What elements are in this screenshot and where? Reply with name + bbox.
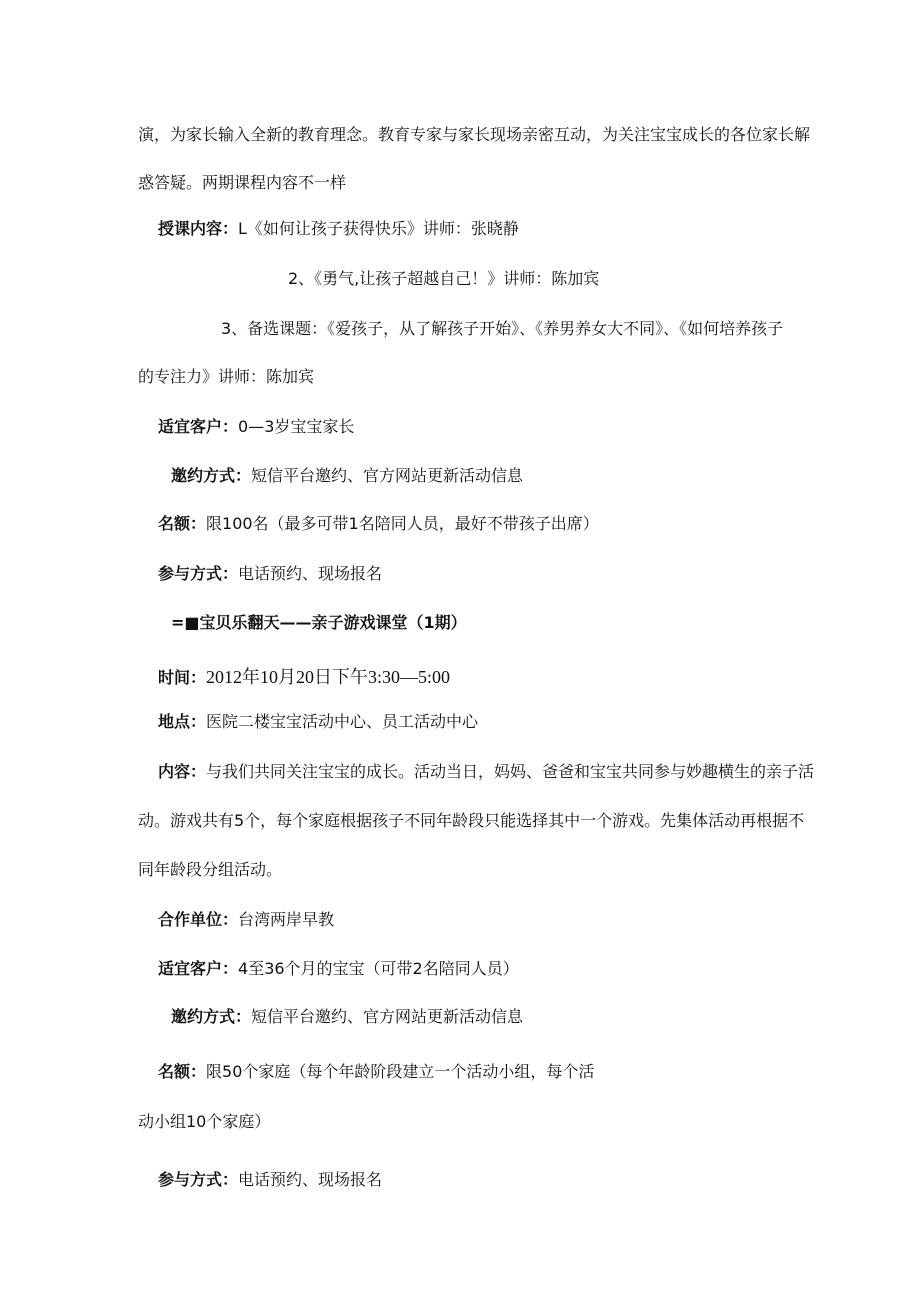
course-item-3b: 的专注力》讲师：陈加宾 (138, 367, 315, 386)
course-row-1 (158, 218, 519, 240)
course-item-3a: 3、备选课题：《爱孩子，从了解孩子开始》、《养男养女大不同》、《如何培养孩子 (221, 319, 784, 338)
intro-line-2: 惑答疑。两期课程内容不一样 (138, 173, 347, 192)
section2-partner-label: 合作单位： (158, 910, 239, 929)
event1-join-value: 电话预约、现场报名 (238, 564, 383, 583)
course-item-1: L《如何让孩子获得快乐》讲师：张晓静 (238, 219, 519, 238)
event1-join-label: 参与方式： (158, 564, 239, 583)
section2-title: =■宝贝乐翻天——亲子游戏课堂（1期） (171, 613, 467, 632)
section2-customer-label: 适宜客户： (158, 959, 239, 978)
course-item-2: 2、《勇气,让孩子超越自己！》讲师：陈加宾 (288, 269, 600, 288)
section2-place (158, 711, 478, 733)
event1-invite-label: 邀约方式： (171, 466, 252, 485)
event1-join (158, 563, 382, 585)
section2-customer (158, 958, 519, 980)
section2-content-line-2: 动。游戏共有5个，每个家庭根据孩子不同年龄段只能选择其中一个游戏。先集体活动再根据不 (138, 811, 805, 830)
section2-invite (171, 1006, 523, 1028)
course-label: 授课内容： (158, 219, 239, 238)
event1-invite (171, 465, 523, 487)
event1-quota-label: 名额： (158, 514, 207, 533)
event1-quota (158, 513, 599, 535)
event1-customer-label: 适宜客户： (158, 417, 239, 436)
event1-customer (158, 416, 354, 438)
section2-content-1 (158, 761, 814, 783)
intro-line-1: 演，为家长输入全新的教育理念。教育专家与家长现场亲密互动，为关注宝宝成长的各位家长解 (138, 125, 811, 144)
section2-time-label: 时间： (158, 668, 207, 687)
section2-join-label: 参与方式： (158, 1170, 239, 1189)
section2-customer-value: 4至36个月的宝宝（可带2名陪同人员） (238, 959, 519, 978)
section2-time-value: 2012年10月20日下午3:30—5:00 (206, 667, 451, 687)
section2-quota-label: 名额： (158, 1062, 207, 1081)
section2-invite-label: 邀约方式： (171, 1007, 252, 1026)
section2-invite-value: 短信平台邀约、官方网站更新活动信息 (251, 1007, 524, 1026)
section2-quota-value: 限50个家庭（每个年龄阶段建立一个活动小组，每个活 (206, 1062, 595, 1081)
section2-join (158, 1169, 382, 1191)
section2-place-label: 地点： (158, 712, 207, 731)
section2-content-line-3: 同年龄段分组活动。 (138, 860, 283, 879)
section2-quota-cont: 动小组10个家庭） (138, 1112, 271, 1131)
section2-partner-value: 台湾两岸早教 (238, 910, 335, 929)
section2-place-value: 医院二楼宝宝活动中心、员工活动中心 (206, 712, 479, 731)
section2-quota (158, 1061, 594, 1083)
section2-time (158, 666, 450, 689)
section2-join-value: 电话预约、现场报名 (238, 1170, 383, 1189)
event1-invite-value: 短信平台邀约、官方网站更新活动信息 (251, 466, 524, 485)
section2-partner (158, 909, 334, 931)
event1-quota-value: 限100名（最多可带1名陪同人员，最好不带孩子出席） (206, 514, 599, 533)
section2-content-label: 内容： (158, 762, 207, 781)
event1-customer-value: 0—3岁宝宝家长 (238, 417, 355, 436)
section2-content-line-1: 与我们共同关注宝宝的成长。活动当日，妈妈、爸爸和宝宝共同参与妙趣横生的亲子活 (206, 762, 815, 781)
